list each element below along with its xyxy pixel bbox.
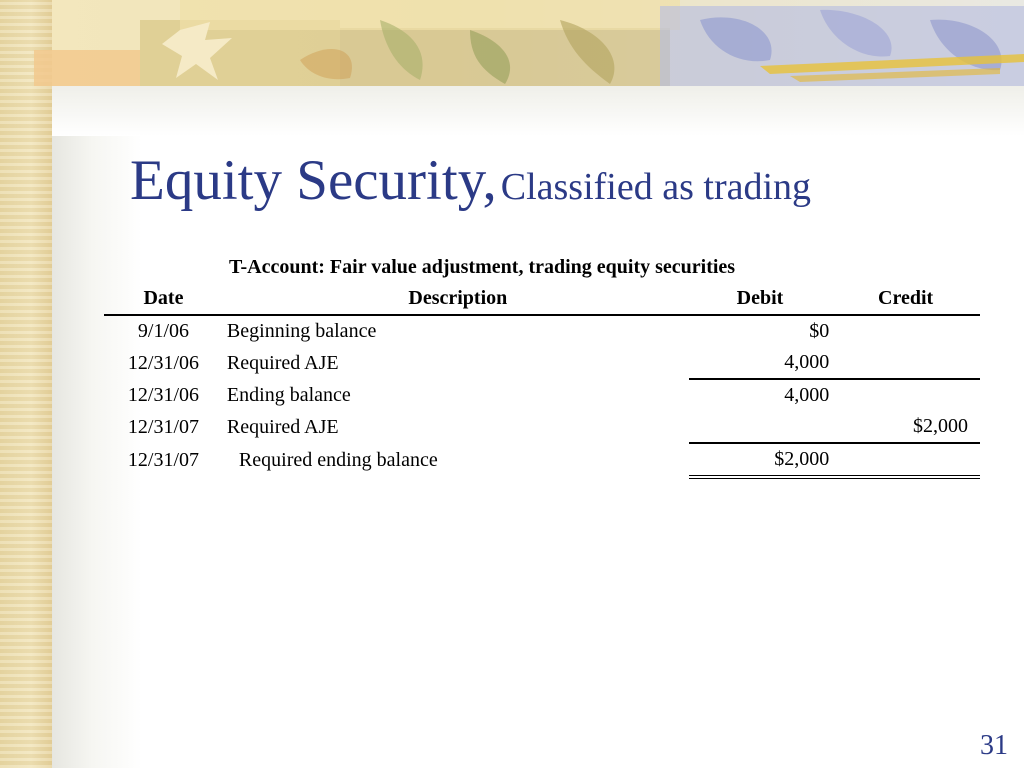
left-decorative-strip — [0, 0, 52, 768]
table-row — [104, 315, 980, 347]
t-account-table — [104, 252, 980, 479]
header-credit: Credit — [831, 283, 980, 315]
table-row — [104, 379, 980, 411]
row-debit: 4,000 — [784, 384, 830, 406]
row-credit — [831, 379, 980, 411]
row-description: Beginning balance — [226, 320, 377, 342]
row-debit: $0 — [809, 320, 830, 342]
t-account-caption: T-Account: Fair value adjustment, trading equity securities — [229, 256, 736, 278]
table-row — [104, 347, 980, 379]
row-debit: $2,000 — [689, 443, 831, 477]
row-description: Required ending balance — [238, 448, 438, 471]
row-credit — [831, 347, 980, 379]
table-row — [104, 411, 980, 443]
header-description: Description — [223, 283, 689, 315]
row-credit: $2,000 — [831, 411, 980, 443]
leaf-collage-image — [0, 0, 1024, 90]
row-description: Required AJE — [226, 415, 339, 438]
slide-number: 31 — [980, 730, 1008, 761]
table-header-row — [104, 283, 980, 315]
header-debit: Debit — [689, 283, 831, 315]
row-date: 9/1/06 — [137, 320, 190, 342]
title-sub: Classified as trading — [500, 166, 812, 208]
row-debit — [689, 411, 831, 443]
table-row — [104, 443, 980, 477]
row-description: Required AJE — [226, 351, 339, 374]
row-debit: 4,000 — [689, 347, 831, 379]
title-main: Equity Security, — [130, 149, 497, 212]
row-date: 12/31/07 — [127, 448, 200, 471]
top-shadow — [52, 86, 1024, 136]
header-date: Date — [104, 283, 223, 315]
row-credit — [831, 315, 980, 347]
slide-title — [130, 148, 811, 213]
row-description: Ending balance — [226, 383, 351, 406]
row-date: 12/31/06 — [127, 383, 200, 406]
row-date: 12/31/07 — [127, 415, 200, 438]
row-date: 12/31/06 — [127, 351, 200, 374]
row-credit — [831, 443, 980, 477]
